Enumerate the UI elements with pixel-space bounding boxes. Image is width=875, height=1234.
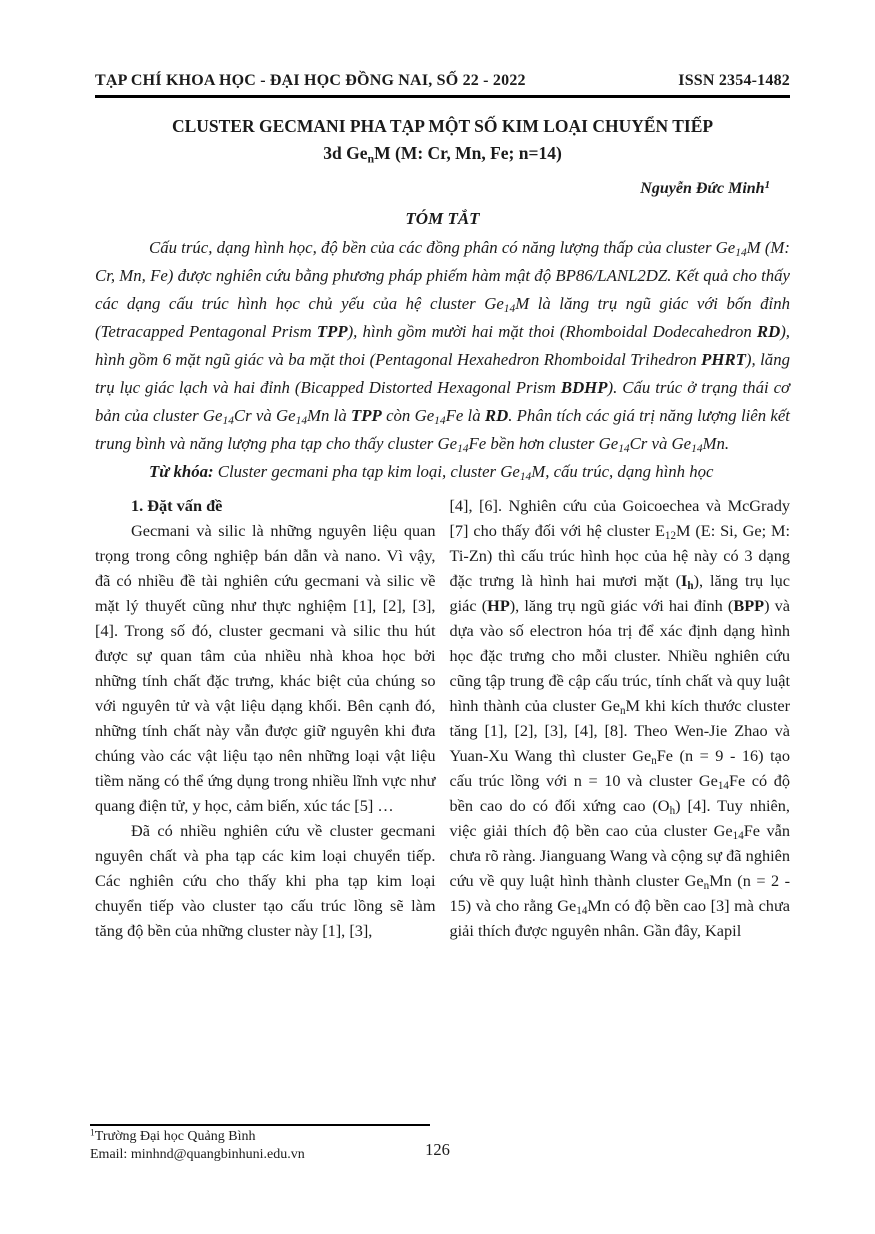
text-run: I	[681, 571, 688, 590]
footnote-email: Email: minhnd@quangbinhuni.edu.vn	[90, 1147, 305, 1162]
text-run: 14	[735, 247, 747, 260]
text-run: n	[620, 705, 626, 718]
text-run: M khi kích thước cluster tăng [1], [2], [3], [4], [8]. Theo Wen-Jie Zhao và Yuan-Xu Wang thì cluster Ge	[449, 696, 790, 765]
text-run: còn Ge	[381, 406, 435, 425]
text-run: 14	[295, 415, 308, 428]
page-number: 126	[425, 1140, 450, 1159]
text-run: Mn (n = 2 - 15) và cho rằng Ge	[449, 871, 790, 915]
right-column-paragraph-1	[450, 493, 791, 943]
text-run: 14	[519, 471, 532, 484]
article-title	[95, 113, 790, 167]
left-column	[95, 493, 436, 943]
text-run: BPP	[733, 596, 765, 615]
running-header	[95, 72, 790, 98]
text-run: Fe bền hơn cluster Ge	[468, 434, 619, 453]
text-run: RD	[484, 406, 509, 425]
text-run: RD	[756, 322, 781, 341]
text-run: M (M: Cr, Mn, Fe) được nghiên cứu bằng phương pháp phiếm hàm mật độ BP86/LANL2DZ. Kết quả cho thấy các dạng cấu trúc hình học chủ yếu của hệ cluster Ge	[95, 238, 791, 313]
text-run: 14	[434, 415, 446, 428]
text-run: h	[687, 580, 694, 593]
two-column-body	[95, 493, 790, 943]
text-run: . Phân tích các giá trị năng lượng liên kết trung bình và năng lượng pha tạp cho thấy cluster Ge	[95, 406, 790, 453]
author-name	[95, 180, 790, 198]
text-run: n	[703, 880, 710, 893]
article-title-line1: CLUSTER GECMANI PHA TẠP MỘT SỐ KIM LOẠI CHUYỂN TIẾP	[171, 116, 714, 136]
text-run: ), lăng trụ lục giác lạch và hai đỉnh (Bicapped Distorted Hexagonal Prism	[95, 350, 790, 397]
text-run: ), lăng trụ lục giác (	[449, 571, 790, 615]
text-run: Từ khóa:	[149, 462, 214, 481]
text-run: 14	[618, 443, 630, 456]
text-run: 14	[717, 780, 729, 793]
text-run: ) và dựa vào số electron hóa trị để xác định dạng hình học đặc trưng cho mỗi cluster. Nhiều nghiên cứu cũng tập trung đề cập cấu trúc, tính chất và quy luật hình thành của cluster Ge	[449, 596, 791, 715]
text-run: 3d Ge	[323, 143, 368, 163]
section-heading-1: 1. Đặt vấn đề	[131, 496, 223, 515]
text-run: M là lăng trụ ngũ giác với bốn đỉnh (Tetracapped Pentagonal Prism	[95, 294, 790, 341]
right-column	[450, 493, 791, 943]
text-run: ), hình gồm 6 mặt ngũ giác và ba mặt thoi (Pentagonal Hexahedron Rhomboidal Trihedron	[95, 322, 790, 369]
left-column-paragraph-2: Đã có nhiều nghiên cứu về cluster gecmani nguyên chất và pha tạp các kim loại chuyển tiếp. Các nghiên cứu cho thấy khi pha tạp kim loại chuyển tiếp vào cluster tạo cấu trúc lồng sẽ làm tăng độ bền của những cluster này [1], [3],	[95, 821, 436, 940]
text-run: ), lăng trụ ngũ giác với hai đỉnh (	[509, 596, 734, 615]
text-run: Fe (n = 9 - 16) tạo cấu trúc lồng với n = 10 và cluster Ge	[449, 746, 790, 790]
text-run: 14	[503, 303, 516, 316]
text-run: Trường Đại học Quảng Bình	[94, 1129, 256, 1144]
text-run: Fe vẫn chưa rõ ràng. Jianguang Wang và cộng sự đã nghiên cứu về quy luật hình thành cluster Ge	[449, 821, 791, 890]
text-run: Fe có độ bền cao do có đối xứng cao (O	[449, 771, 790, 815]
text-run: 12	[664, 530, 676, 543]
text-run: BDHP	[560, 378, 608, 397]
text-run: ) [4]. Tuy nhiên, việc giải thích độ bền cao của cluster Ge	[449, 796, 790, 840]
journal-name: TẠP CHÍ KHOA HỌC - ĐẠI HỌC ĐỒNG NAI, SỐ 22 - 2022	[95, 72, 526, 89]
text-run: h	[669, 805, 676, 818]
text-run: PHRT	[701, 350, 746, 369]
keywords-line	[95, 458, 790, 486]
left-column-paragraph-1: Gecmani và silic là những nguyên liệu quan trọng trong công nghiệp bán dẫn và nano. Vì vậy, đã có nhiều đề tài nghiên cứu gecmani và silic về mặt lý thuyết cũng như thực nghiệm [1], [2], [3], [4]. Trong số đó, cluster gecmani và silic thu hút được sự quan tâm của nhiều nhà khoa học bởi những tính chất đặc trưng, khác biệt của chúng so với nguyên tử và vật liệu dạng khối. Bên cạnh đó, những tính chất này vẫn được giữ nguyên khi đưa chúng vào các vật liệu tạo nên những loại vật liệu tiềm năng có thể ứng dụng trong nhiều lĩnh vực như quang điện tử, y học, cảm biến, xúc tác [5] …	[95, 521, 436, 815]
issn-number: ISSN 2354-1482	[678, 72, 790, 89]
text-run: M (E: Si, Ge; M: Ti-Zn) thì cấu trúc hình học của hệ này có 3 dạng đặc trưng là hình hai mươi mặt (	[449, 521, 790, 590]
text-run: Cr và Ge	[233, 406, 296, 425]
text-run: Mn.	[702, 434, 730, 453]
text-run: 14	[691, 443, 703, 456]
text-run: Cluster gecmani pha tạp kim loại, cluster Ge	[213, 462, 520, 481]
text-run: TPP	[316, 322, 348, 341]
abstract-text	[95, 234, 790, 458]
abstract	[95, 234, 790, 486]
text-run: M (M: Cr, Mn, Fe; n=14)	[374, 143, 562, 163]
abstract-heading: TÓM TẮT	[405, 209, 480, 228]
text-run: 1	[764, 179, 770, 192]
text-run: ), hình gồm mười hai mặt thoi (Rhomboidal Dodecahedron	[347, 322, 757, 341]
text-run: M, cấu trúc, dạng hình học	[531, 462, 714, 481]
article-title-line2	[95, 140, 790, 167]
text-run: Nguyễn Đức Minh	[640, 180, 765, 197]
text-run: [4], [6]. Nghiên cứu của Goicoechea và McGrady [7] cho thấy đối với hệ cluster E	[449, 496, 790, 540]
text-run: n	[367, 151, 375, 166]
text-run: 14	[732, 830, 744, 843]
text-run: ). Cấu trúc ở trạng thái cơ bản của cluster Ge	[95, 378, 791, 425]
text-run: TPP	[351, 406, 382, 425]
text-run: Mn là	[307, 406, 352, 425]
text-run: n	[651, 755, 657, 768]
text-run: Cấu trúc, dạng hình học, độ bền của các đồng phân có năng lượng thấp của cluster Ge	[149, 238, 736, 257]
text-run: 14	[576, 905, 588, 918]
text-run: Mn có độ bền cao [3] mà chưa giải thích được nguyên nhân. Gần đây, Kapil	[449, 896, 791, 940]
text-run: 14	[457, 443, 469, 456]
text-run: Cr và Ge	[629, 434, 692, 453]
text-run: 1	[90, 1128, 95, 1139]
text-run: HP	[487, 596, 510, 615]
text-run: Fe là	[445, 406, 485, 425]
text-run: 14	[222, 415, 234, 428]
